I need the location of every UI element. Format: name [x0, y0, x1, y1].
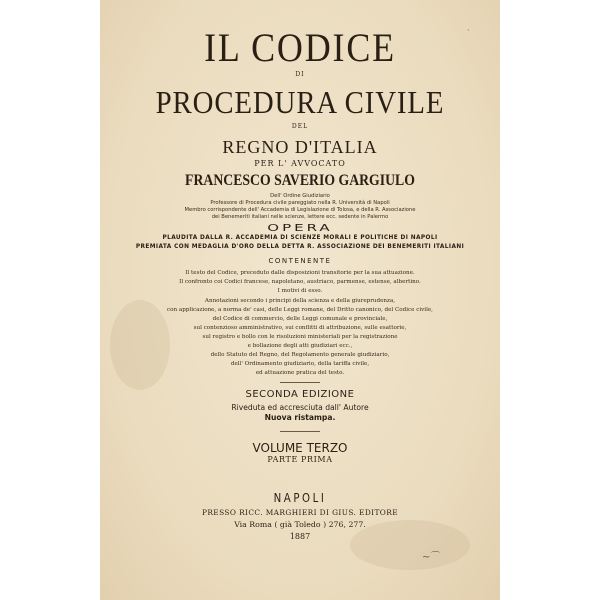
contents-line: Il testo del Codice, preceduto dalle disposizioni transitorie per la sua attuazione.	[185, 270, 415, 276]
contents-line: ed attuazione pratica del testo.	[255, 370, 345, 376]
author-name: FRANCESCO SAVERIO GARGIULO	[185, 172, 415, 189]
title-page	[100, 0, 500, 600]
author-title-line: dei Benemeriti italiani nelle scienze, lettere ecc. sedente in Palermo	[211, 214, 389, 220]
imprint-address: Via Roma ( già Toledo ) 276, 277.	[234, 520, 366, 529]
contents-line: I motivi di esso.	[277, 288, 323, 294]
contents-line: sul contenzioso amministrativo, sui conflitti di attribuzione, sulle esattorie,	[193, 325, 407, 331]
edition-label: SECONDA EDIZIONE	[245, 389, 355, 400]
ink-scribble: ~⌒	[422, 552, 441, 563]
divider-rule	[280, 431, 320, 432]
contents-line: del Codice di commercio, delle Leggi comunale e provinciale,	[212, 316, 388, 322]
contents-line: Il confronto coi Codici francese, napoletano, austriaco, parmense, estense, albertino.	[179, 279, 421, 285]
author-prefix: PER L' AVVOCATO	[254, 159, 346, 168]
author-title-line: Dell' Ordine Giudiziario	[270, 193, 330, 199]
author-title-line: Professore di Procedura civile pareggiato nella R. Università di Napoli	[210, 200, 390, 206]
imprint-city: NAPOLI	[273, 491, 327, 505]
ink-speck: ·	[467, 26, 470, 35]
title-connector-di: DI	[295, 71, 305, 78]
award-line: PLAUDITA DALLA R. ACCADEMIA DI SCIENZE MORALI E POLITICHE DI NAPOLI	[162, 235, 438, 241]
divider-rule	[280, 382, 320, 383]
book-subtitle: PROCEDURA CIVILE	[155, 84, 445, 120]
edition-revised-note: Riveduta ed accresciuta dall' Autore	[231, 403, 369, 412]
imprint-year: 1887	[289, 532, 311, 541]
award-line: PREMIATA CON MEDAGLIA D'ORO DELLA DETTA R. ASSOCIAZIONE DEI BENEMERITI ITALIANI	[135, 244, 465, 250]
contents-line: sul registro e bollo con le risoluzioni ministeriali per la registrazione	[202, 334, 398, 340]
kingdom-name: REGNO D'ITALIA	[222, 137, 378, 157]
contents-line: e bollazione degli atti giudiziari ecc.,	[247, 343, 353, 349]
opera-heading: OPERA	[267, 223, 333, 234]
title-connector-del: DEL	[291, 123, 309, 130]
volume-part: PARTE PRIMA	[267, 455, 333, 464]
edition-reprint-note: Nuova ristampa.	[264, 413, 336, 422]
author-title-line: Membro corrispondente dell' Accademia di Legislazione di Tolosa, e della R. Associazione	[184, 207, 416, 213]
contents-line: Annotazioni secondo i principi della scienza e della giureprudenza,	[204, 298, 396, 304]
contents-heading: CONTENENTE	[268, 257, 332, 265]
contents-line: con applicazione, a norma de' casi, delle Leggi romane, del Dritto canonico, del Codice civile,	[167, 307, 433, 313]
volume-label: VOLUME TERZO	[252, 441, 348, 455]
book-title: IL CODICE	[204, 25, 396, 70]
contents-line: dell' Ordinamento giudiziario, della tariffa civile,	[230, 361, 370, 367]
contents-line: dello Statuto del Regno, del Regolamento generale giudiziario,	[210, 352, 390, 358]
imprint-publisher: PRESSO RICC. MARGHIERI DI GIUS. EDITORE	[201, 508, 399, 517]
